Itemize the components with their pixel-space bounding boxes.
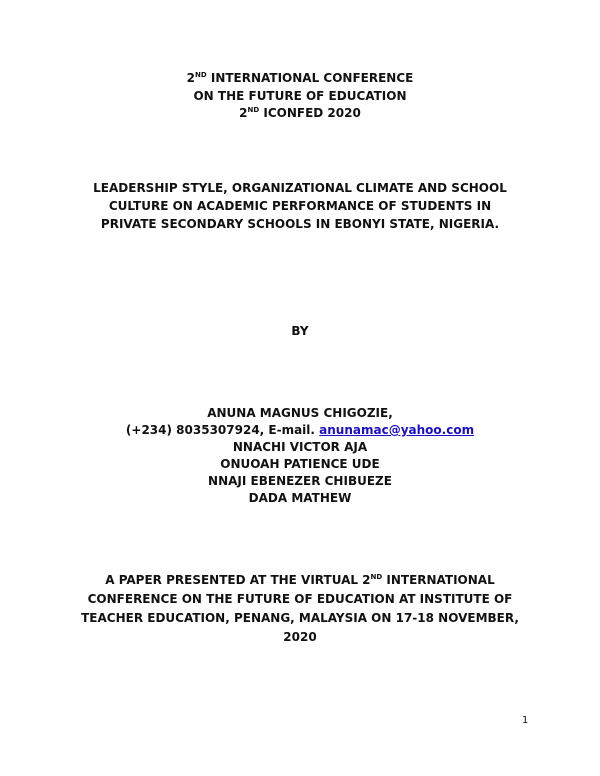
author-list: [0, 405, 600, 507]
ordinal-suffix: ND: [195, 71, 207, 79]
author-contact: [0, 422, 600, 439]
presentation-line: [0, 571, 600, 590]
phone-text: (+234) 8035307924, E-mail.: [125, 423, 320, 437]
presentation-text: INTERNATIONAL: [382, 573, 495, 587]
presentation-line: 2020: [283, 630, 317, 644]
page-number: 1: [522, 715, 529, 726]
conference-line: [0, 105, 600, 123]
title-line: CULTURE ON ACADEMIC PERFORMANCE OF STUDENTS IN: [108, 199, 492, 213]
author-name: DADA MATHEW: [248, 491, 352, 505]
ordinal-number: 2: [186, 71, 196, 85]
by-label: BY: [291, 324, 309, 338]
title-line: LEADERSHIP STYLE, ORGANIZATIONAL CLIMATE AND SCHOOL: [93, 181, 507, 195]
conference-acronym: ICONFED 2020: [259, 106, 361, 120]
conference-line: [0, 70, 600, 88]
presentation-note: [0, 571, 600, 647]
presentation-text: A PAPER PRESENTED AT THE VIRTUAL 2: [105, 573, 371, 587]
email-link[interactable]: anunamac@yahoo.com: [319, 423, 475, 437]
title-line: PRIVATE SECONDARY SCHOOLS IN EBONYI STATE, NIGERIA.: [100, 217, 500, 231]
ordinal-number: 2: [239, 106, 248, 120]
conference-name: INTERNATIONAL CONFERENCE: [206, 71, 414, 85]
author-name: ANUNA MAGNUS CHIGOZIE,: [207, 406, 393, 420]
paper-title: [0, 179, 600, 233]
conference-line: ON THE FUTURE OF EDUCATION: [193, 88, 407, 103]
presentation-line: CONFERENCE ON THE FUTURE OF EDUCATION AT INSTITUTE OF: [87, 592, 513, 606]
author-name: NNACHI VICTOR AJA: [232, 440, 368, 454]
conference-heading: [0, 70, 600, 123]
author-name: NNAJI EBENEZER CHIBUEZE: [208, 474, 392, 488]
presentation-line: TEACHER EDUCATION, PENANG, MALAYSIA ON 17-18 NOVEMBER,: [81, 611, 519, 625]
author-name: ONUOAH PATIENCE UDE: [220, 457, 380, 471]
ordinal-suffix: ND: [370, 573, 383, 581]
ordinal-suffix: ND: [247, 106, 260, 114]
